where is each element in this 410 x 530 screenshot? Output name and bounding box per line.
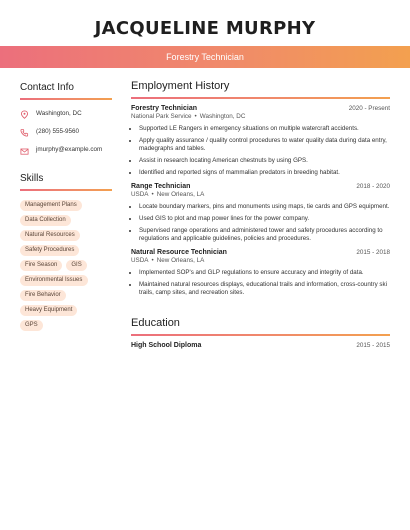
job-entry	[131, 183, 390, 243]
contact-heading: Contact Info	[20, 82, 74, 93]
skill-tag: Fire Behavior	[20, 290, 66, 301]
phone-icon	[20, 128, 29, 137]
contact-location	[20, 110, 112, 119]
bullet-item: • Used GIS to plot and map power lines for the power company.	[139, 215, 390, 223]
job-bullets	[131, 203, 390, 243]
skills-heading: Skills	[20, 173, 44, 184]
job-entry	[131, 105, 390, 177]
location-text: Washington, DC	[36, 110, 82, 117]
email-link[interactable]: jmurphy@example.com	[36, 146, 103, 153]
skill-tag: GIS	[66, 260, 86, 271]
education-dates: 2015 - 2015	[356, 342, 390, 349]
skills-section	[20, 173, 112, 331]
education-section	[131, 317, 390, 349]
skill-tag: Data Collection	[20, 215, 71, 226]
separator-dot: •	[194, 113, 197, 120]
job-title: Natural Resource Technician	[131, 249, 227, 256]
skill-tag: Fire Season	[20, 260, 62, 271]
bullet-item: • Implemented SOP's and GLP regulations to ensure accuracy and integrity of data.	[139, 269, 390, 277]
contact-section	[20, 82, 112, 156]
education-heading: Education	[131, 317, 180, 329]
separator-dot: •	[151, 191, 154, 198]
job-dates: 2015 - 2018	[356, 249, 390, 256]
mail-icon	[20, 147, 29, 156]
bullet-item: • Supervised range operations and administered tower and safety procedures according to regulations and applicable guidelines, policies and procedures.	[139, 227, 390, 243]
phone-text: (280) 555-9560	[36, 128, 80, 135]
bullet-item: • Maintained natural resources displays, educational trails and information, cross-country ski trails, camp sites, and recreation sites.	[139, 281, 390, 297]
job-location: Washington, DC	[199, 113, 246, 120]
employment-section	[131, 80, 390, 297]
job-dates: 2018 - 2020	[356, 183, 390, 190]
skill-tag: Natural Resources	[20, 230, 80, 241]
job-employer: USDA	[131, 257, 149, 264]
job-employer: USDA	[131, 191, 149, 198]
contact-phone	[20, 128, 112, 137]
left-column	[20, 82, 112, 335]
bullet-item: • Assist in research locating American chestnuts by using GPS.	[139, 157, 390, 165]
skill-tag: GPS	[20, 320, 43, 331]
job-bullets	[131, 269, 390, 297]
contact-email	[20, 146, 112, 156]
job-employer: National Park Service	[131, 113, 192, 120]
degree-title: High School Diploma	[131, 342, 202, 349]
job-entry	[131, 249, 390, 297]
skill-tag: Safety Procedures	[20, 245, 79, 256]
job-title: Forestry Technician	[131, 105, 198, 112]
skill-tag: Environmental Issues	[20, 275, 88, 286]
candidate-name: JACQUELINE MURPHY	[94, 18, 316, 39]
job-bullets	[131, 125, 390, 177]
bullet-item: • Identified and reported signs of mammalian predators in breeding habitat.	[139, 169, 390, 177]
employment-heading: Employment History	[131, 80, 230, 92]
job-title: Range Technician	[131, 183, 191, 190]
map-pin-icon	[20, 110, 29, 119]
bullet-item: • Apply quality assurance / quality control procedures to water quality data during data entry, madegraphs and tables.	[139, 137, 390, 153]
role-title: Forestry Technician	[166, 52, 244, 62]
bullet-item: • Locate boundary markers, pins and monuments using maps, tie cards and GPS equipment.	[139, 203, 390, 211]
job-location: New Orleans, LA	[156, 257, 205, 264]
right-column	[131, 80, 390, 349]
education-divider	[131, 334, 390, 336]
contact-divider	[20, 98, 112, 100]
skill-row	[20, 260, 112, 275]
skill-tag: Management Plans	[20, 200, 82, 211]
job-location: New Orleans, LA	[156, 191, 205, 198]
role-banner	[0, 46, 410, 68]
bullet-item: • Supported LE Rangers in emergency situations on multiple watercraft accidents.	[139, 125, 390, 133]
skill-tag: Heavy Equipment	[20, 305, 77, 316]
separator-dot: •	[151, 257, 154, 264]
job-dates: 2020 - Present	[348, 105, 390, 112]
skills-list	[20, 200, 112, 331]
employment-divider	[131, 97, 390, 99]
skills-divider	[20, 189, 112, 191]
